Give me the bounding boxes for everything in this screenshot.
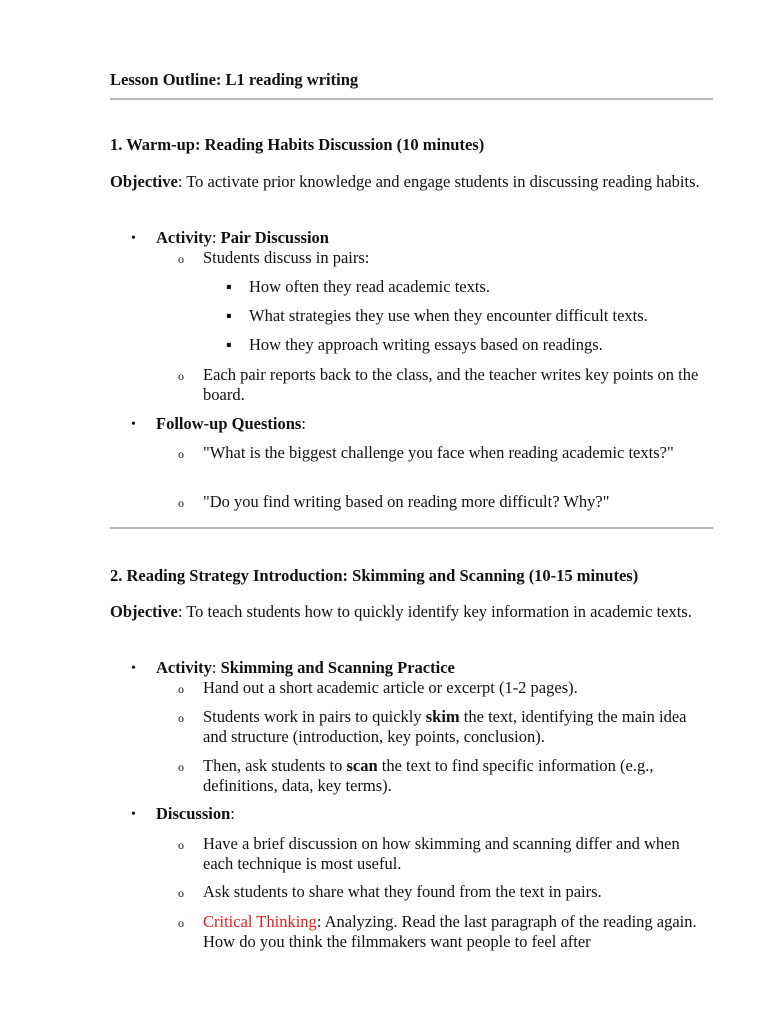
section1-sub2: Each pair reports back to the class, and the teacher writes key points on the board. [203, 365, 699, 404]
divider-top [110, 98, 713, 100]
document-title: Lesson Outline: L1 reading writing [110, 70, 359, 89]
section2-discussion: Discussion: [156, 804, 235, 823]
circle-bullet-icon: o [178, 760, 184, 774]
section1-activity: Activity: Pair Discussion [156, 228, 329, 247]
objective-label: Objective [110, 172, 178, 191]
circle-bullet-icon: o [178, 916, 184, 930]
critical-thinking-label: Critical Thinking [203, 912, 317, 931]
section1-followup: Follow-up Questions: [156, 414, 306, 433]
bullet-icon: • [131, 417, 136, 432]
list-item: How they approach writing essays based on readings. [249, 335, 603, 354]
bullet-icon: • [131, 807, 136, 822]
divider-middle [110, 527, 713, 529]
circle-bullet-icon: o [178, 886, 184, 900]
section2-objective [110, 602, 714, 622]
list-item: "What is the biggest challenge you face when reading academic texts?" [203, 443, 674, 462]
objective-text: : To activate prior knowledge and engage students in discussing reading habits. [177, 172, 700, 191]
objective-label: Objective [110, 602, 178, 621]
section1-objective [110, 172, 714, 192]
bullet-icon: • [131, 231, 136, 246]
section1-sub1: Students discuss in pairs: [203, 248, 370, 267]
section2-heading: 2. Reading Strategy Introduction: Skimming and Scanning (10-15 minutes) [110, 566, 639, 585]
square-bullet-icon: ▪ [226, 306, 232, 325]
list-item: Ask students to share what they found from the text in pairs. [203, 882, 602, 901]
list-item: Hand out a short academic article or excerpt (1-2 pages). [203, 678, 578, 697]
circle-bullet-icon: o [178, 838, 184, 852]
circle-bullet-icon: o [178, 447, 184, 461]
list-item: Critical Thinking: Analyzing. Read the last paragraph of the reading again. How do you think the filmmakers want people to feel after [203, 912, 697, 951]
bullet-icon: • [131, 661, 136, 676]
circle-bullet-icon: o [178, 369, 184, 383]
list-item: How often they read academic texts. [249, 277, 490, 296]
circle-bullet-icon: o [178, 496, 184, 510]
section1-heading: 1. Warm-up: Reading Habits Discussion (10 minutes) [110, 135, 485, 154]
square-bullet-icon: ▪ [226, 335, 232, 354]
list-item: "Do you find writing based on reading more difficult? Why?" [203, 492, 610, 511]
circle-bullet-icon: o [178, 711, 184, 725]
section2-activity: Activity: Skimming and Scanning Practice [156, 658, 455, 677]
circle-bullet-icon: o [178, 682, 184, 696]
list-item: Have a brief discussion on how skimming and scanning differ and when each technique is most useful. [203, 834, 680, 873]
list-item: Students work in pairs to quickly skim the text, identifying the main idea and structure (introduction, key points, conclusion). [203, 707, 687, 746]
list-item: Then, ask students to scan the text to find specific information (e.g., definitions, data, key terms). [203, 756, 654, 795]
circle-bullet-icon: o [178, 252, 184, 266]
objective-text: : To teach students how to quickly identify key information in academic texts. [177, 602, 692, 621]
square-bullet-icon: ▪ [226, 277, 232, 296]
list-item: What strategies they use when they encounter difficult texts. [249, 306, 648, 325]
